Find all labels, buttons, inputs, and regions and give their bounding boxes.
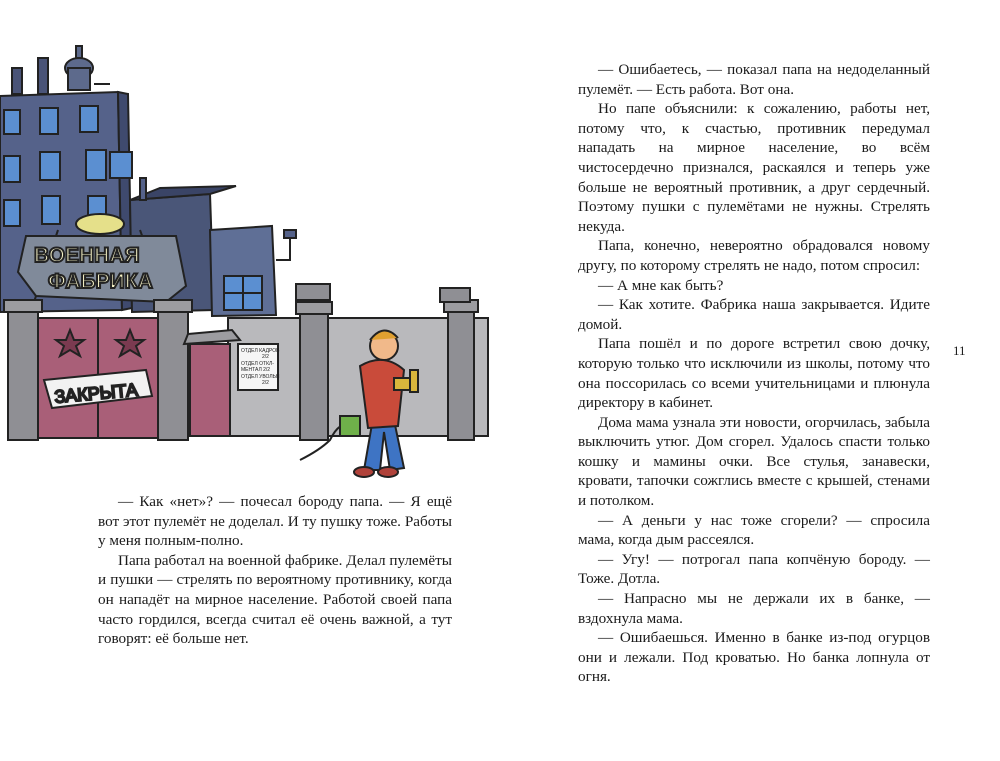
roof-tank-icon <box>12 46 110 94</box>
left-text-column <box>98 492 452 649</box>
factory-illustration <box>0 40 500 480</box>
paragraph: — Как хотите. Фабрика наша закрывается. Идите домой. <box>578 296 930 333</box>
sign-line1: ВОЕННАЯ <box>34 244 140 267</box>
page-number: 11 <box>953 343 966 358</box>
paragraph: — Напрасно мы не держали их в банке, — вздохнула мама. <box>578 590 930 627</box>
paragraph: Папа работал на военной фабрике. Делал пулемёты и пушки — стрелять по вероятному противнику, когда он нападёт на мирное население. Работой своей папа часто гордился, всегда считал её очень важной, а тут говорят: её больше нет. <box>98 551 452 648</box>
paragraph: Но папе объяснили: к сожалению, работы нет, потому что, к счастью, противник передумал нападать на мирное население, во всём чистосердечно признался, раскаялся и теперь уже больше не вероятный противник, а друг сердечный. Поэтому пушки с пулемётами не нужны. Стрелять некуда. <box>578 100 930 235</box>
notice-line: 2/2 <box>262 380 269 386</box>
sign-line2: ФАБРИКА <box>48 270 153 293</box>
notice-line: ОТДЕЛ КАДРОВ <box>241 348 280 354</box>
paragraph: — Ошибаетесь, — показал папа на недоделанный пулемёт. — Есть работа. Вот она. <box>578 61 930 98</box>
notice-line: ОТДЕЛ ОТКЛ- <box>241 361 274 367</box>
notice-line: МЕНТАЛ 2/2 <box>241 367 271 373</box>
paragraph: — Ошибаешься. Именно в банке из-под огурцов они и лежали. Под кроватью. Но банка лопнула от огня. <box>578 629 930 686</box>
paragraph: Дома мама узнала эти новости, огорчилась, забыла выключить утюг. Дом сгорел. Удалось спасти только кошку и мамины очки. Все стулья, занавески, кровати, тапочки сожглись вместе с крышей, стенами и потолком. <box>578 413 930 510</box>
right-text-column <box>578 60 930 687</box>
notice-line: ОТДЕЛ УВОЛЬН <box>241 374 280 380</box>
paragraph: Папа, конечно, невероятно обрадовался новому другу, по которому стрелять не надо, потом спросил: <box>578 237 930 274</box>
paragraph: — А деньги у нас тоже сгорели? — спросила мама, когда дым рассеялся. <box>578 511 930 549</box>
paragraph: — Угу! — потрогал папа копчёную бороду. — Тоже. Дотла. <box>578 550 930 588</box>
paragraph: Папа пошёл и по дороге встретил свою дочку, которую только что исключили из школы, потому что она поссорилась со всеми учительницами и плюнула директору в кабинет. <box>578 335 930 412</box>
gate-sign: ЗАКРЫТА <box>53 379 139 407</box>
notice-line: 2/2 <box>262 354 269 360</box>
paragraph: — А мне как быть? <box>598 276 724 294</box>
paragraph: — Как «нет»? — почесал бороду папа. — Я ещё вот этот пулемёт не доделал. И ту пушку тоже. Работы у меня полным-полно. <box>98 493 452 550</box>
